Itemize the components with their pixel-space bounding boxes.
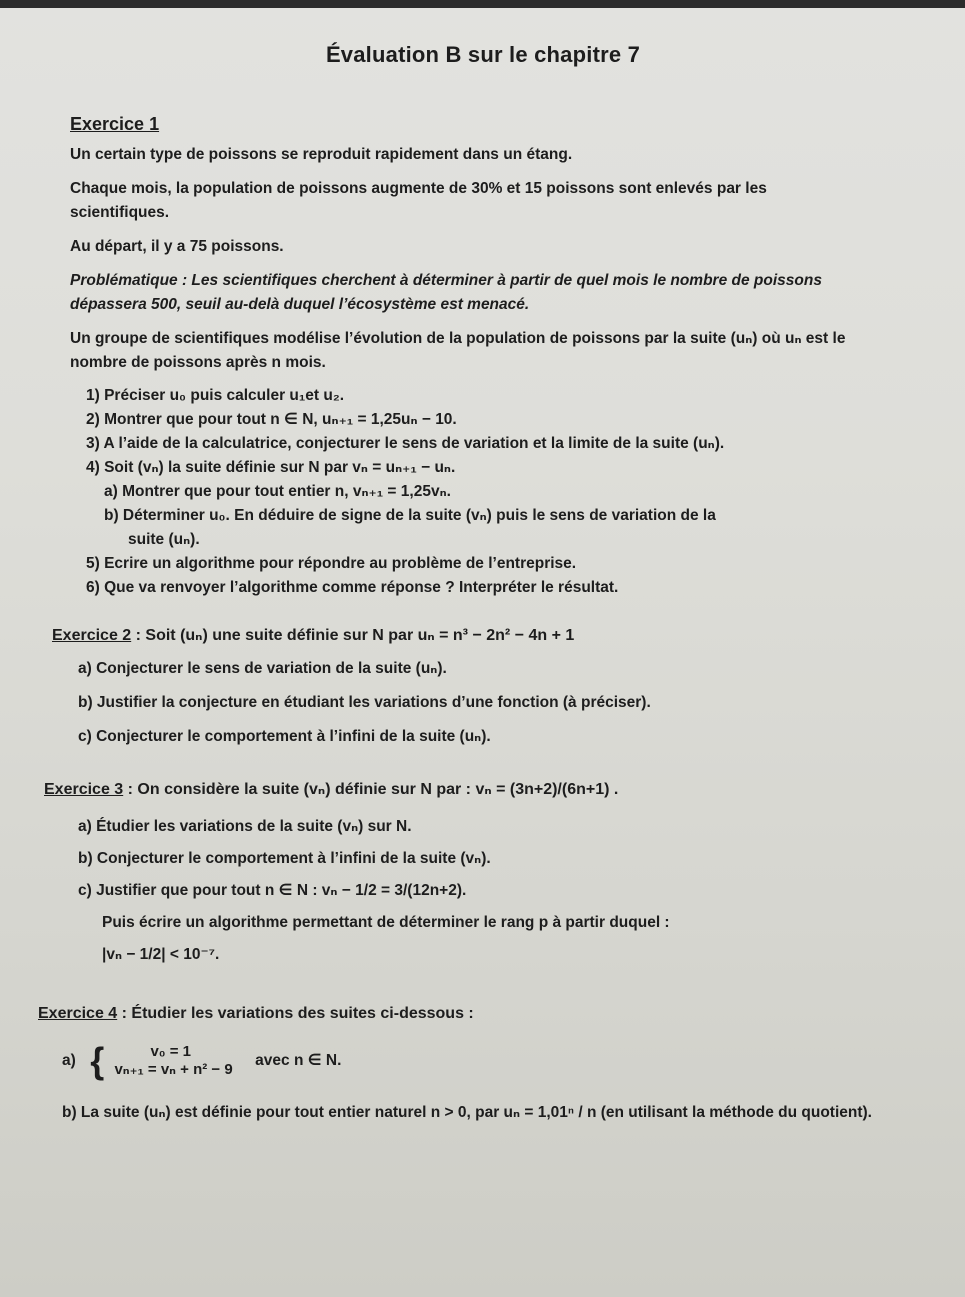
ex1-intro-3: Au départ, il y a 75 poissons. (70, 238, 284, 255)
ex1-q3: 3) A l’aide de la calculatrice, conjecturer le sens de variation et la limite de la suite (uₙ). (86, 435, 725, 452)
ex1-q5: 5) Ecrire un algorithme pour répondre au problème de l’entreprise. (86, 555, 577, 572)
ex1-intro-2: Chaque mois, la population de poissons augmente de 30% et 15 poissons sont enlevés par les scientifiques. (70, 180, 767, 221)
exercise-2-statement (52, 623, 928, 649)
ex1-q6: 6) Que va renvoyer l’algorithme comme réponse ? Interpréter le résultat. (86, 579, 619, 596)
ex1-problem: Problématique : Les scientifiques cherchent à déterminer à partir de quel mois le nombre de poissons dépassera 500, seuil au-delà duquel l’écosystème est menacé. (70, 272, 822, 313)
document-content (38, 42, 928, 1125)
exercise-2 (38, 623, 928, 749)
ex1-q1: 1) Préciser u₀ puis calculer u₁et u₂. (86, 387, 345, 404)
ex3-item-a: a) Étudier les variations de la suite (vₙ) sur N. (78, 818, 412, 835)
exercise-3-statement (44, 777, 928, 803)
ex1-q4b-cont: suite (uₙ). (128, 531, 200, 548)
ex2-item-c: c) Conjecturer le comportement à l’infini de la suite (uₙ). (78, 728, 491, 745)
ex4-item-a (62, 1040, 928, 1081)
ex4-system-line-2: vₙ₊₁ = vₙ + n² − 9 (114, 1061, 233, 1078)
ex1-q4: 4) Soit (vₙ) la suite définie sur N par vₙ = uₙ₊₁ − uₙ. (86, 459, 456, 476)
ex1-questions (86, 385, 866, 599)
ex2-items (78, 657, 928, 749)
exercise-4-heading: Exercice 4 (38, 1005, 118, 1022)
exercise-3 (38, 777, 928, 967)
exercise-3-heading: Exercice 3 (44, 781, 124, 798)
exercise-1-heading: Exercice 1 (70, 114, 160, 134)
ex4-system-line-1: v₀ = 1 (150, 1043, 191, 1060)
ex3-item-c: c) Justifier que pour tout n ∈ N : vₙ − 1/2 = 3/(12n+2). (78, 882, 467, 899)
exercise-4-text: : Étudier les variations des suites ci-dessous : (117, 1005, 474, 1022)
ex1-q4a: a) Montrer que pour tout entier n, vₙ₊₁ = 1,25vₙ. (104, 483, 451, 500)
exercise-2-heading: Exercice 2 (52, 627, 132, 644)
left-brace-icon: { (90, 1040, 105, 1081)
exercise-2-text: : Soit (uₙ) une suite définie sur N par uₙ = n³ − 2n² − 4n + 1 (131, 627, 575, 644)
ex1-q4b: b) Déterminer u₀. En déduire de signe de la suite (vₙ) puis le sens de variation de la (104, 507, 716, 524)
ex3-items (78, 815, 928, 967)
ex2-item-a: a) Conjecturer le sens de variation de la suite (uₙ). (78, 660, 447, 677)
top-edge (0, 0, 965, 8)
page-title: Évaluation B sur le chapitre 7 (325, 42, 641, 67)
ex3-inequality: |vₙ − 1/2| < 10⁻⁷. (102, 946, 220, 963)
ex4-a-label: a) (62, 1052, 76, 1070)
ex3-item-b: b) Conjecturer le comportement à l’infini de la suite (vₙ). (78, 850, 491, 867)
ex4-item-b: b) La suite (uₙ) est définie pour tout entier naturel n > 0, par uₙ = 1,01ⁿ / n (en utilisant la méthode du quotient). (62, 1104, 872, 1121)
ex2-item-b: b) Justifier la conjecture en étudiant les variations d’une fonction (à préciser). (78, 694, 651, 711)
ex4-system (90, 1040, 233, 1081)
exercise-4-statement (38, 1001, 928, 1027)
ex1-intro-1: Un certain type de poissons se reproduit rapidement dans un étang. (70, 146, 573, 163)
exercise-3-text: : On considère la suite (vₙ) définie sur N par : vₙ = (3n+2)/(6n+1) . (123, 781, 619, 798)
exercise-4 (38, 1001, 928, 1125)
ex4-system-equations (114, 1043, 232, 1079)
ex3-algo: Puis écrire un algorithme permettant de déterminer le rang p à partir duquel : (102, 914, 670, 931)
ex4-a-tail: avec n ∈ N. (255, 1052, 342, 1070)
ex1-q2: 2) Montrer que pour tout n ∈ N, uₙ₊₁ = 1,25uₙ − 10. (86, 411, 457, 428)
ex1-model: Un groupe de scientifiques modélise l’évolution de la population de poissons par la suite (uₙ) où uₙ est le nombre de poissons après n mois. (70, 330, 846, 371)
